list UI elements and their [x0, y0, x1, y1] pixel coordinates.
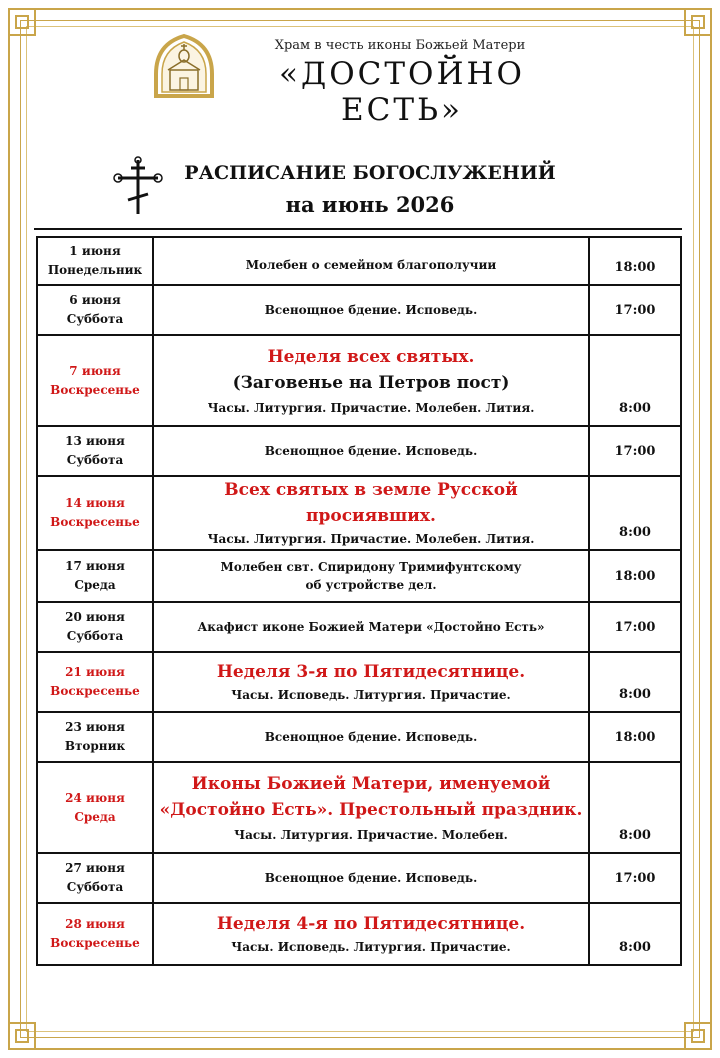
feast-title: Всех святых в земле Русской просиявших. — [224, 480, 518, 526]
schedule-title: РАСПИСАНИЕ БОГОСЛУЖЕНИЙ — [184, 162, 556, 184]
service-cell — [153, 237, 589, 285]
service-description: Часы. Исповедь. Литургия. Причастие. — [231, 688, 511, 702]
temple-subtitle: Храм в честь иконы Божьей Матери — [274, 38, 526, 53]
date: 7 июня — [69, 363, 121, 378]
weekday: Среда — [74, 578, 116, 592]
date-cell — [37, 476, 153, 550]
table-row — [37, 903, 681, 965]
temple-name: «ДОСТОЙНО ЕСТЬ» — [279, 56, 525, 128]
service-cell — [153, 903, 589, 965]
service-cell — [153, 762, 589, 853]
service-cell — [153, 476, 589, 550]
weekday: Воскресенье — [50, 515, 140, 529]
time-cell: 17:00 — [589, 602, 681, 652]
weekday: Суббота — [66, 880, 124, 894]
table-row — [37, 762, 681, 853]
corner-ornament-bottom-left — [8, 1008, 50, 1050]
date: 1 июня — [69, 244, 121, 258]
table-row — [37, 237, 681, 285]
date-cell — [37, 853, 153, 903]
weekday: Воскресенье — [50, 936, 140, 950]
corner-ornament-bottom-right — [670, 1008, 712, 1050]
date: 17 июня — [65, 559, 125, 573]
feast-title: Неделя 3-я по Пятидесятнице. — [216, 662, 526, 682]
time-cell: 18:00 — [589, 550, 681, 602]
table-row — [37, 712, 681, 762]
date-cell — [37, 652, 153, 712]
bell-church-logo-icon — [148, 30, 220, 98]
time-cell: 18:00 — [589, 237, 681, 285]
service-cell — [153, 602, 589, 652]
time-cell: 8:00 — [589, 476, 681, 550]
time-cell: 17:00 — [589, 285, 681, 335]
date-cell — [37, 550, 153, 602]
orthodox-cross-icon — [108, 156, 168, 218]
feast-title: Неделя всех святых. — [267, 346, 475, 367]
weekday: Воскресенье — [50, 382, 140, 397]
date: 24 июня — [65, 790, 125, 805]
service-cell — [153, 426, 589, 476]
time-cell: 8:00 — [589, 762, 681, 853]
title-divider — [34, 228, 682, 230]
date-cell — [37, 285, 153, 335]
time-cell: 8:00 — [589, 335, 681, 426]
table-row — [37, 476, 681, 550]
weekday: Суббота — [66, 629, 124, 643]
service-cell — [153, 853, 589, 903]
weekday: Среда — [74, 809, 116, 824]
time-cell: 18:00 — [589, 712, 681, 762]
corner-ornament-top-left — [8, 8, 50, 50]
weekday: Суббота — [66, 312, 124, 326]
service-description: Молебен свт. Спиридону Тримифунтскому — [220, 560, 522, 574]
feast-title-line2: «Достойно Есть». Престольный праздник. — [159, 799, 583, 820]
weekday: Суббота — [66, 453, 124, 467]
date: 28 июня — [65, 917, 125, 931]
date: 21 июня — [65, 665, 125, 679]
time-cell: 17:00 — [589, 426, 681, 476]
feast-title: Неделя 4-я по Пятидесятнице. — [216, 914, 526, 934]
date: 20 июня — [65, 610, 125, 624]
service-description: Молебен о семейном благополучии — [245, 258, 497, 272]
service-description: Часы. Литургия. Причастие. Молебен. Лития. — [207, 532, 535, 546]
service-description: Всенощное бдение. Исповедь. — [264, 871, 478, 885]
date-cell — [37, 335, 153, 426]
schedule-table — [36, 236, 682, 966]
feast-subtitle: (Заговенье на Петров пост) — [232, 372, 510, 393]
date: 14 июня — [65, 496, 125, 510]
service-description: Часы. Исповедь. Литургия. Причастие. — [231, 940, 511, 954]
date-cell — [37, 903, 153, 965]
service-description-line2: об устройстве дел. — [305, 578, 437, 592]
date-cell — [37, 762, 153, 853]
table-row — [37, 853, 681, 903]
service-cell — [153, 285, 589, 335]
table-row — [37, 426, 681, 476]
service-description: Часы. Литургия. Причастие. Молебен. Лития. — [207, 400, 535, 415]
table-row — [37, 602, 681, 652]
service-cell — [153, 550, 589, 602]
table-row — [37, 285, 681, 335]
date-cell — [37, 602, 153, 652]
date-cell — [37, 426, 153, 476]
service-description: Часы. Литургия. Причастие. Молебен. — [234, 827, 508, 842]
service-description: Всенощное бдение. Исповедь. — [264, 730, 478, 744]
date: 13 июня — [65, 434, 125, 448]
table-row — [37, 335, 681, 426]
date: 23 июня — [65, 720, 125, 734]
weekday: Вторник — [64, 739, 126, 753]
weekday: Понедельник — [47, 263, 143, 277]
service-cell — [153, 335, 589, 426]
corner-ornament-top-right — [670, 8, 712, 50]
date-cell — [37, 237, 153, 285]
feast-title: Иконы Божией Матери, именуемой — [191, 773, 551, 794]
date-cell — [37, 712, 153, 762]
time-cell: 8:00 — [589, 652, 681, 712]
time-cell: 17:00 — [589, 853, 681, 903]
service-description: Всенощное бдение. Исповедь. — [264, 444, 478, 458]
time-cell: 8:00 — [589, 903, 681, 965]
table-row — [37, 652, 681, 712]
date: 27 июня — [65, 861, 125, 875]
service-cell — [153, 652, 589, 712]
service-description: Всенощное бдение. Исповедь. — [264, 303, 478, 317]
weekday: Воскресенье — [50, 684, 140, 698]
table-row — [37, 550, 681, 602]
service-description: Акафист иконе Божией Матери «Достойно Есть» — [197, 620, 545, 634]
date: 6 июня — [69, 293, 121, 307]
service-cell — [153, 712, 589, 762]
schedule-month: на июнь 2026 — [285, 192, 455, 217]
